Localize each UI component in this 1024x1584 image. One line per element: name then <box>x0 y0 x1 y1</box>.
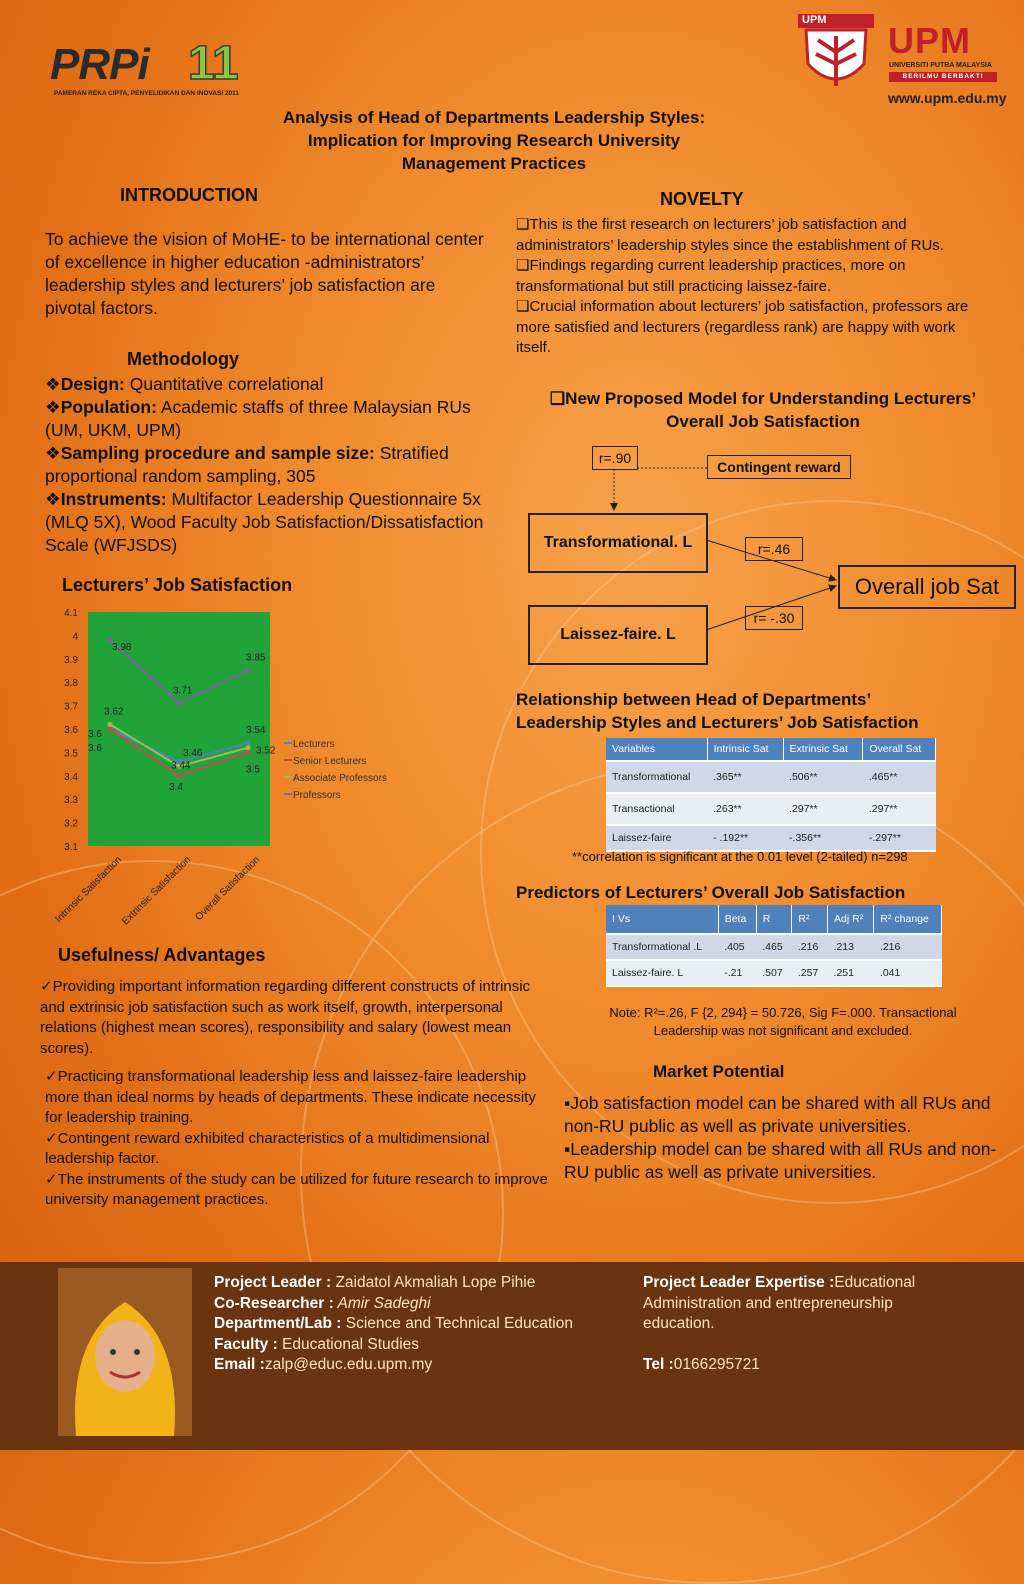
y-tick-label: 4.1 <box>64 608 78 619</box>
market-item: ▪Job satisfaction model can be shared with all RUs and non-RU public as well as private universities. <box>564 1093 991 1136</box>
data-label: 3.52 <box>256 745 276 757</box>
legend-entry: Senior Lecturers <box>293 756 367 767</box>
table-row: Laissez-faire - .192** -.356** -.297** <box>606 825 936 851</box>
department-name: Science and Technical Education <box>341 1315 573 1332</box>
person-avatar-icon <box>58 1268 192 1436</box>
data-label: 3.6 <box>88 743 102 754</box>
data-point <box>108 722 113 727</box>
faculty-name: Educational Studies <box>277 1335 420 1353</box>
data-point <box>177 773 182 778</box>
methodology-item: ❖Design: Quantitative correlational <box>45 374 324 394</box>
methodology-item: ❖Instruments: Multifactor Leadership Questionnaire 5x (MLQ 5X), Wood Faculty Job Satisfaction/Dissatisfaction Scale (WFJSDS) <box>45 489 484 555</box>
y-tick-label: 3.4 <box>64 771 78 783</box>
y-tick-label: 3.9 <box>64 654 78 666</box>
correlation-table <box>606 738 936 852</box>
data-label: 3.98 <box>112 642 132 654</box>
table-row: Transformational .365** .506** .465** <box>606 761 936 793</box>
usefulness-item: ✓Practicing transformational leadership less and laissez-faire leadership more than ideal norms by heads of departments. These indicate necessity for leadership training. <box>45 1068 536 1126</box>
title-line-3: Management Practices <box>401 154 587 173</box>
table-header-row: I Vs Beta R R² Adj R² R² change <box>606 905 942 934</box>
prpi-logo-number: 11 <box>188 37 239 90</box>
market-item: ▪Leadership model can be shared with all RUs and non-RU public as well as private universities. <box>564 1139 997 1182</box>
model-r-transformational: r=.46 <box>745 537 803 561</box>
footer-expertise: Project Leader Expertise :Educational Administration and entrepreneurship education. Tel :0166295721 <box>643 1274 916 1373</box>
model-r-contingent: r=.90 <box>592 446 638 470</box>
prpi-logo <box>50 36 270 102</box>
data-label: 3.54 <box>246 725 266 737</box>
methodology-item: ❖Population: Academic staffs of three Malaysian RUs (UM, UKM, UPM) <box>45 397 471 440</box>
model-contingent-reward: Contingent reward <box>707 455 851 479</box>
x-tick-label: Extrinsic Satisfaction <box>120 854 194 928</box>
market-heading: Market Potential <box>653 1062 785 1081</box>
usefulness-item: ✓The instruments of the study can be utilized for future research to improve university management practices. <box>45 1170 548 1208</box>
model-laissez-faire: Laissez-faire. L <box>528 605 708 665</box>
regression-note: Note: R²=.26, F {2, 294} = 50.726, Sig F=.000. Transactional Leadership was not significant and excluded. <box>609 1005 957 1038</box>
data-point <box>246 668 251 673</box>
upm-university-name: UNIVERSITI PUTRA MALAYSIA <box>889 62 992 69</box>
prpi-logo-text: PRPi <box>50 40 149 89</box>
x-tick-label: Intrinsic Satisfaction <box>53 854 125 926</box>
table-row: Transformational .L .405 .465 .216 .213 .216 <box>606 934 942 960</box>
data-label: 3.6 <box>88 729 102 740</box>
table-row: Laissez-faire. L -.21 .507 .257 .251 .041 <box>606 960 942 986</box>
upm-motto: BERILMU BERBAKTI <box>889 72 997 82</box>
y-tick-label: 3.6 <box>64 725 78 736</box>
x-tick-label: Overall Satisfaction <box>193 854 263 924</box>
project-leader-name: Zaidatol Akmaliah Lope Pihie <box>331 1274 536 1291</box>
poster-title <box>220 106 768 175</box>
upm-crest-label: UPM <box>802 14 827 26</box>
title-line-2: Implication for Improving Research University <box>307 131 681 150</box>
y-tick-label: 4 <box>72 631 78 643</box>
y-tick-label: 3.2 <box>64 818 78 830</box>
data-point <box>108 727 113 732</box>
y-tick-label: 3.3 <box>64 795 78 807</box>
data-label: 3.85 <box>246 652 266 664</box>
methodology-item: ❖Sampling procedure and sample size: Stratified proportional random sampling, 305 <box>45 443 449 486</box>
y-tick-label: 3.7 <box>64 701 78 713</box>
usefulness-item: ✓Contingent reward exhibited characteristics of a multidimensional leadership factor. <box>45 1129 490 1167</box>
upm-logo <box>796 12 1006 108</box>
legend-entry: Associate Professors <box>293 773 387 784</box>
table-header-row: Variables Intrinsic Sat Extrinsic Sat Overall Sat <box>606 738 936 761</box>
model-heading: ❑New Proposed Model for Understanding Lecturers’ Overall Job Satisfaction <box>549 389 977 431</box>
data-point <box>177 701 182 706</box>
prpi-logo-caption: PAMERAN REKA CIPTA, PENYELIDIKAN DAN INOVASI 2011 <box>54 90 240 97</box>
novelty-item: ❑Findings regarding current leadership practices, more on transformational but still practicing laissez-faire. <box>516 257 906 295</box>
data-label: 3.71 <box>173 685 193 697</box>
chart-title: Lecturers’ Job Satisfaction <box>62 575 293 595</box>
data-point <box>246 750 251 755</box>
usefulness-heading: Usefulness/ Advantages <box>58 945 266 965</box>
predictors-heading: Predictors of Lecturers’ Overall Job Satisfaction <box>516 883 906 902</box>
legend-entry: Lecturers <box>293 739 335 750</box>
novelty-item: ❑Crucial information about lecturers’ job satisfaction, professors are more satisfied and lecturers (regardless rank) are happy with work itself. <box>516 298 969 356</box>
methodology-list <box>45 373 490 557</box>
introduction-text: To achieve the vision of MoHE- to be international center of excellence in higher education -administrators’ leadership styles and lecturers’ job satisfaction are pivotal factors. <box>45 229 484 318</box>
y-tick-label: 3.8 <box>64 678 78 690</box>
data-label: 3.62 <box>104 706 124 718</box>
introduction-heading: INTRODUCTION <box>120 185 258 205</box>
upm-wordmark: UPM <box>888 20 971 61</box>
relationship-heading: Relationship between Head of Departments’ Leadership Styles and Lecturers’ Job Satisfaction <box>516 690 919 732</box>
telephone-number: 0166295721 <box>673 1355 760 1373</box>
job-satisfaction-chart <box>40 600 420 930</box>
model-connectors <box>520 440 1020 670</box>
upm-url: www.upm.edu.my <box>888 90 1007 106</box>
novelty-list <box>516 215 986 359</box>
data-label: 3.46 <box>183 747 203 759</box>
data-point <box>246 741 251 746</box>
market-list <box>564 1092 1012 1184</box>
table-row: Transactional .263** .297** .297** <box>606 793 936 825</box>
regression-table <box>606 905 942 987</box>
data-label: 3.44 <box>171 760 191 772</box>
y-tick-label: 3.5 <box>64 748 78 760</box>
legend-entry: Professors <box>293 790 341 801</box>
correlation-note: **correlation is significant at the 0.01 level (2-tailed) n=298 <box>572 849 908 864</box>
novelty-heading: NOVELTY <box>660 189 744 209</box>
methodology-heading: Methodology <box>127 349 239 369</box>
co-researcher-name: Amir Sadeghi <box>333 1294 431 1312</box>
expertise-text: Educational Administration and entrepreneurship education. <box>643 1274 916 1332</box>
data-point <box>246 745 251 750</box>
data-label: 3.4 <box>169 781 183 793</box>
usefulness-item: ✓Providing important information regarding different constructs of intrinsic and extrinsic job satisfaction such as work itself, growth, interpersonal relations (highest mean scores), responsibility and salary (lowest mean scores). <box>40 978 531 1057</box>
project-leader-photo <box>58 1268 192 1436</box>
model-r-laissez: r= -.30 <box>745 606 803 630</box>
data-label: 3.5 <box>246 764 260 776</box>
y-tick-label: 3.1 <box>64 842 78 853</box>
email-link[interactable]: zalp@educ.edu.upm.my <box>264 1356 433 1373</box>
model-transformational: Transformational. L <box>528 513 708 573</box>
novelty-item: ❑This is the first research on lecturers’ job satisfaction and administrators’ leadership styles since the establishment of RUs. <box>516 216 944 254</box>
model-overall-job-sat: Overall job Sat <box>838 565 1016 609</box>
title-line-1: Analysis of Head of Departments Leadership Styles: <box>282 108 706 127</box>
usefulness-list <box>45 1067 555 1211</box>
footer-project-info: Project Leader : Zaidatol Akmaliah Lope Pihie Co-Researcher : Amir Sadeghi Department/Lab : Science and Technical Education Faculty : Educational Studies Email :zalp@educ.edu.upm.my <box>214 1274 573 1373</box>
